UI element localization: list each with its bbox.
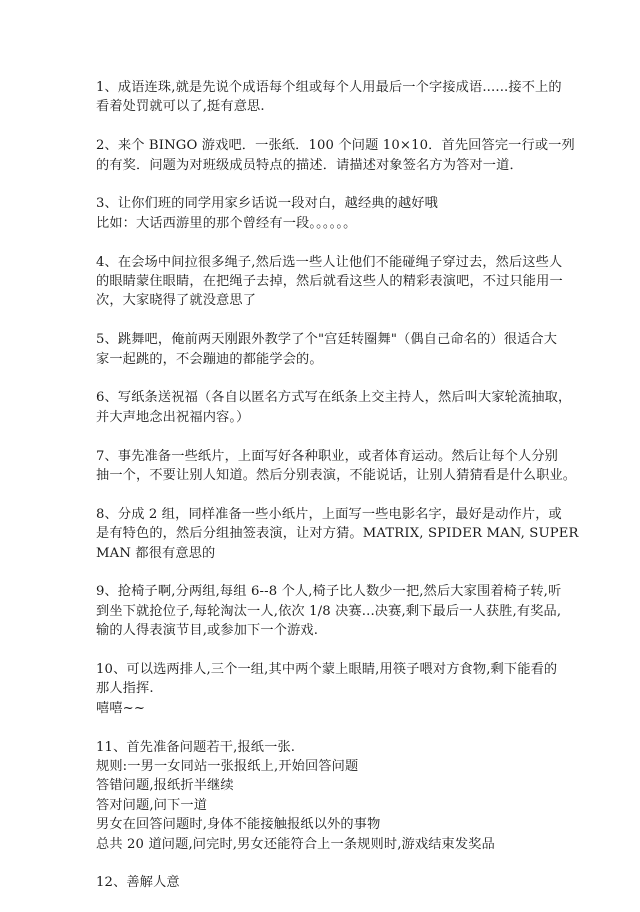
text-line: 1、成语连珠,就是先说个成语每个组或每个人用最后一个字接成语......接不上的 xyxy=(96,80,562,95)
text-line: 4、在会场中间拉很多绳子,然后选一些人让他们不能碰绳子穿过去，然后这些人 xyxy=(96,254,563,270)
paragraph-1 xyxy=(96,78,562,117)
text-line: 总共 20 道问题,问完时,男女还能符合上一条规则时,游戏结束发奖品 xyxy=(96,836,495,852)
text-line: 次，大家晓得了就没意思了 xyxy=(96,293,257,309)
text-line: 6、写纸条送祝福（各自以匿名方式写在纸条上交主持人，然后叫大家轮流抽取， xyxy=(96,390,572,406)
text-line: 的有奖．问题为对班级成员特点的描述．请描述对象签名方为答对一道． xyxy=(96,157,523,173)
text-line: 12、善解人意 xyxy=(96,875,180,891)
paragraph-2 xyxy=(96,136,575,175)
paragraph-11 xyxy=(96,738,546,854)
text-line: 家一起跳的，不会蹦迪的都能学会的。 xyxy=(96,351,323,367)
text-line: 5、跳舞吧，俺前两天刚跟外教学了个"宫廷转圈舞"（偶自己命名的）很适合大 xyxy=(96,332,558,348)
text-line: 10、可以选两排人,三个一组,其中两个蒙上眼睛,用筷子喂对方食物,剩下能看的 xyxy=(96,662,558,678)
text-line: 男女在回答问题时,身体不能接触报纸以外的事物 xyxy=(96,817,381,833)
text-line: 2、来个 BINGO 游戏吧．一张纸．100 个问题 10×10．首先回答完一行或一列 xyxy=(96,138,575,154)
text-line: 答对问题,问下一道 xyxy=(96,797,208,813)
paragraph-3 xyxy=(96,194,546,233)
text-line: 并大声地念出祝福内容。） xyxy=(96,409,250,425)
document-body xyxy=(96,78,579,912)
text-line: 8、分成 2 组，同样准备一些小纸片，上面写一些电影名字，最好是动作片，或 xyxy=(96,506,562,522)
paragraph-10 xyxy=(96,660,558,718)
paragraph-8 xyxy=(96,505,579,563)
text-line: 9、抢椅子啊,分两组,每组 6--8 个人,椅子比人数少一把,然后大家围着椅子转,听 xyxy=(96,584,562,600)
text-line: 是有特色的，然后分组抽签表演，让对方猜。MATRIX, SPIDER MAN, SUPER xyxy=(96,526,579,542)
paragraph-4 xyxy=(96,253,563,311)
text-line: 输的人得表演节目,或参加下一个游戏. xyxy=(96,623,319,639)
paragraph-6 xyxy=(96,388,572,427)
text-line: 看着处罚就可以了,挺有意思. xyxy=(96,99,265,115)
text-line: 3、让你们班的同学用家乡话说一段对白，越经典的越好哦 xyxy=(96,196,438,212)
paragraph-5 xyxy=(96,330,558,369)
paragraph-12 xyxy=(96,873,546,892)
text-line: 那人指挥. xyxy=(96,681,154,697)
text-line: 11、首先准备问题若干,报纸一张. xyxy=(96,739,296,755)
text-line: 嘻嘻~~ xyxy=(96,700,146,716)
text-line: 7、事先准备一些纸片，上面写好各种职业，或者体育运动。然后让每个人分别 xyxy=(96,448,559,464)
text-line: 抽一个，不要让别人知道。然后分别表演，不能说话，让别人猜猜看是什么职业。 xyxy=(96,468,577,484)
text-line: 的眼睛蒙住眼睛，在把绳子去掉，然后就看这些人的精彩表演吧，不过只能用一 xyxy=(96,274,563,290)
text-line: 答错问题,报纸折半继续 xyxy=(96,778,234,794)
text-line: MAN 都很有意思的 xyxy=(96,545,216,561)
paragraph-7 xyxy=(96,447,577,486)
text-line: 比如：大话西游里的那个曾经有一段。。。。。。 xyxy=(96,215,357,231)
text-line: 规则:一男一女同站一张报纸上,开始回答问题 xyxy=(96,759,359,775)
text-line: 到坐下就抢位子,每轮淘汰一人,依次 1/8 决赛...决赛,剩下最后一人获胜,有奖品, xyxy=(96,603,562,619)
paragraph-9 xyxy=(96,582,562,640)
